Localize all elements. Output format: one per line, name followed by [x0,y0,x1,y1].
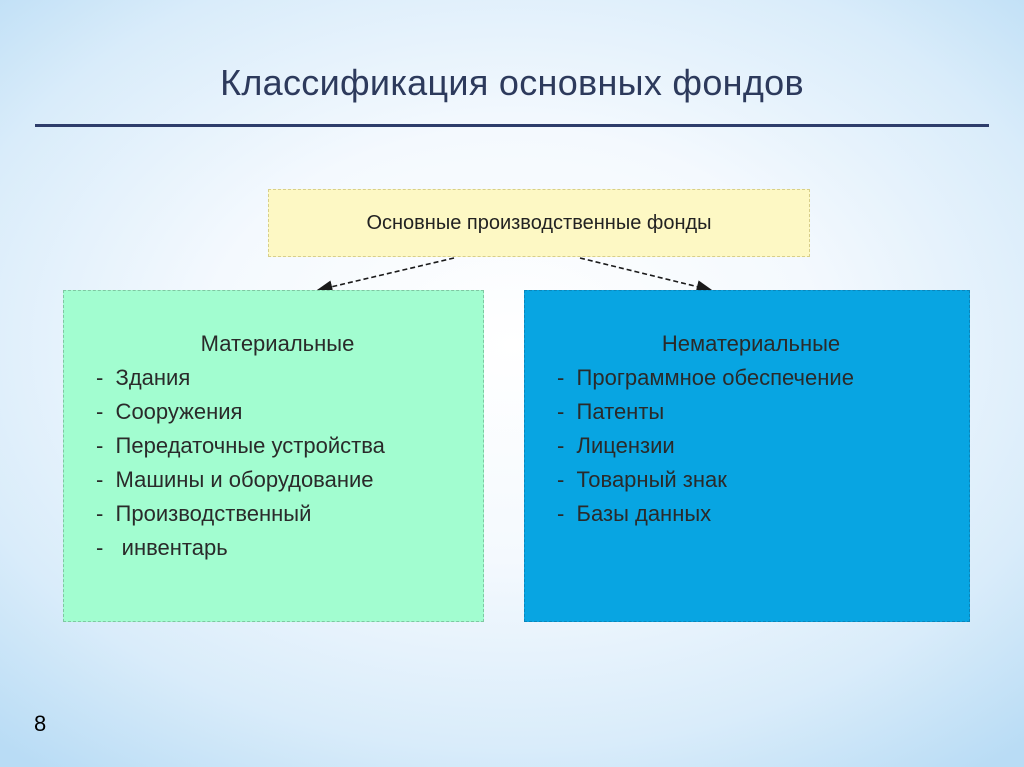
material-assets-box [63,290,484,622]
material-heading: Материальные [200,331,355,356]
root-node-label: Основные производственные фонды [366,211,712,234]
slide-title: Классификация основных фондов [220,62,804,103]
intangible-list [525,361,969,531]
material-item: - Производственный [96,501,312,526]
material-item: - Передаточные устройства [96,433,385,458]
intangible-item: - Патенты [557,399,665,424]
intangible-item: - Лицензии [557,433,675,458]
intangible-item: - Товарный знак [557,467,727,492]
intangible-item: - Программное обеспечение [557,365,854,390]
intangible-assets-box [524,290,970,622]
intangible-item: - Базы данных [557,501,712,526]
material-item: - Сооружения [96,399,243,424]
material-item: - Здания [96,365,191,390]
material-list [64,361,483,565]
intangible-heading: Нематериальные [661,331,841,356]
arrow-to-material [318,258,454,290]
material-item: - инвентарь [96,535,228,560]
page-number: 8 [34,711,47,736]
material-item: - Машины и оборудование [96,467,374,492]
arrow-to-intangible [580,258,711,290]
